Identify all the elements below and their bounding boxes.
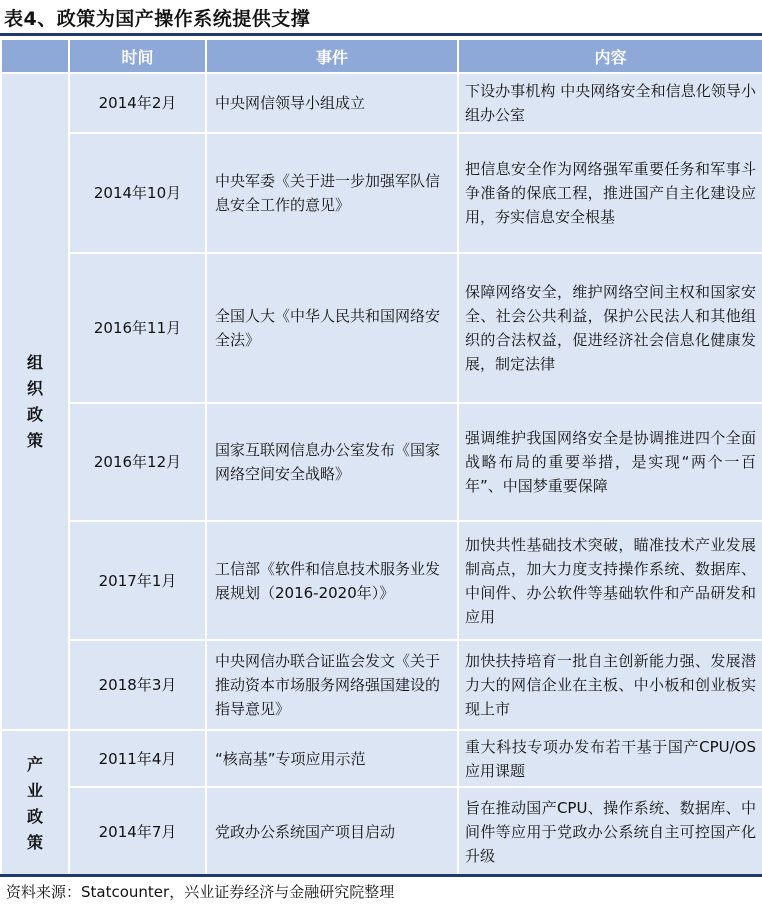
table-row — [1, 787, 762, 877]
event-cell: 中央网信办联合证监会发文《关于推动资本市场服务网络强国建设的指导意见》 — [206, 640, 458, 730]
content-cell: 下设办事机构 中央网络安全和信息化领导小组办公室 — [458, 73, 762, 133]
event-cell: 党政办公系统国产项目启动 — [206, 787, 458, 877]
content-cell: 把信息安全作为网络强军重要任务和军事斗争准备的保底工程，推进国产自主化建设应用，夯实信息安全根基 — [458, 133, 762, 253]
content-cell: 加快共性基础技术突破，瞄准技术产业发展制高点，加大力度支持操作系统、数据库、中间件、办公软件等基础软件和产品研发和应用 — [458, 521, 762, 640]
table-row — [1, 403, 762, 521]
table-row — [1, 133, 762, 253]
title-bar — [0, 0, 762, 36]
content-cell: 保障网络安全，维护网络空间主权和国家安全、社会公共利益，保护公民法人和其他组织的合法权益，促进经济社会信息化健康发展，制定法律 — [458, 253, 762, 403]
event-cell: 国家互联网信息办公室发布《国家网络空间安全战略》 — [206, 403, 458, 521]
date-cell: 2011年4月 — [69, 730, 206, 787]
date-cell: 2016年11月 — [69, 253, 206, 403]
table-row — [1, 73, 762, 133]
date-cell: 2016年12月 — [69, 403, 206, 521]
table-row — [1, 640, 762, 730]
event-cell: 中央军委《关于进一步加强军队信息安全工作的意见》 — [206, 133, 458, 253]
table-row — [1, 521, 762, 640]
date-cell: 2014年10月 — [69, 133, 206, 253]
header-content: 内容 — [458, 39, 762, 73]
table-title: 表4、政策为国产操作系统提供支撑 — [4, 8, 311, 30]
header-row — [1, 39, 762, 73]
header-time: 时间 — [69, 39, 206, 73]
date-cell: 2014年7月 — [69, 787, 206, 877]
content-cell: 强调维护我国网络安全是协调推进四个全面战略布局的重要举措，是实现“两个一百年”、中国梦重要保障 — [458, 403, 762, 521]
event-cell: “核高基”专项应用示范 — [206, 730, 458, 787]
content-cell: 加快扶持培育一批自主创新能力强、发展潜力大的网信企业在主板、中小板和创业板实现上市 — [458, 640, 762, 730]
date-cell: 2018年3月 — [69, 640, 206, 730]
header-category — [1, 39, 69, 73]
source-note: 资料来源：Statcounter，兴业证券经济与金融研究院整理 — [0, 874, 762, 908]
category-cell — [1, 73, 69, 730]
policy-table — [0, 38, 762, 878]
category-label: 产业政策 — [27, 754, 44, 852]
category-cell — [1, 730, 69, 877]
date-cell: 2017年1月 — [69, 521, 206, 640]
event-cell: 工信部《软件和信息技术服务业发展规划（2016-2020年）》 — [206, 521, 458, 640]
event-cell: 全国人大《中华人民共和国网络安全法》 — [206, 253, 458, 403]
event-cell: 中央网信领导小组成立 — [206, 73, 458, 133]
table-row — [1, 730, 762, 787]
content-cell: 重大科技专项办发布若干基于国产CPU/OS应用课题 — [458, 730, 762, 787]
content-cell: 旨在推动国产CPU、操作系统、数据库、中间件等应用于党政办公系统自主可控国产化升级 — [458, 787, 762, 877]
table-row — [1, 253, 762, 403]
category-label: 组织政策 — [27, 352, 44, 450]
date-cell: 2014年2月 — [69, 73, 206, 133]
header-event: 事件 — [206, 39, 458, 73]
